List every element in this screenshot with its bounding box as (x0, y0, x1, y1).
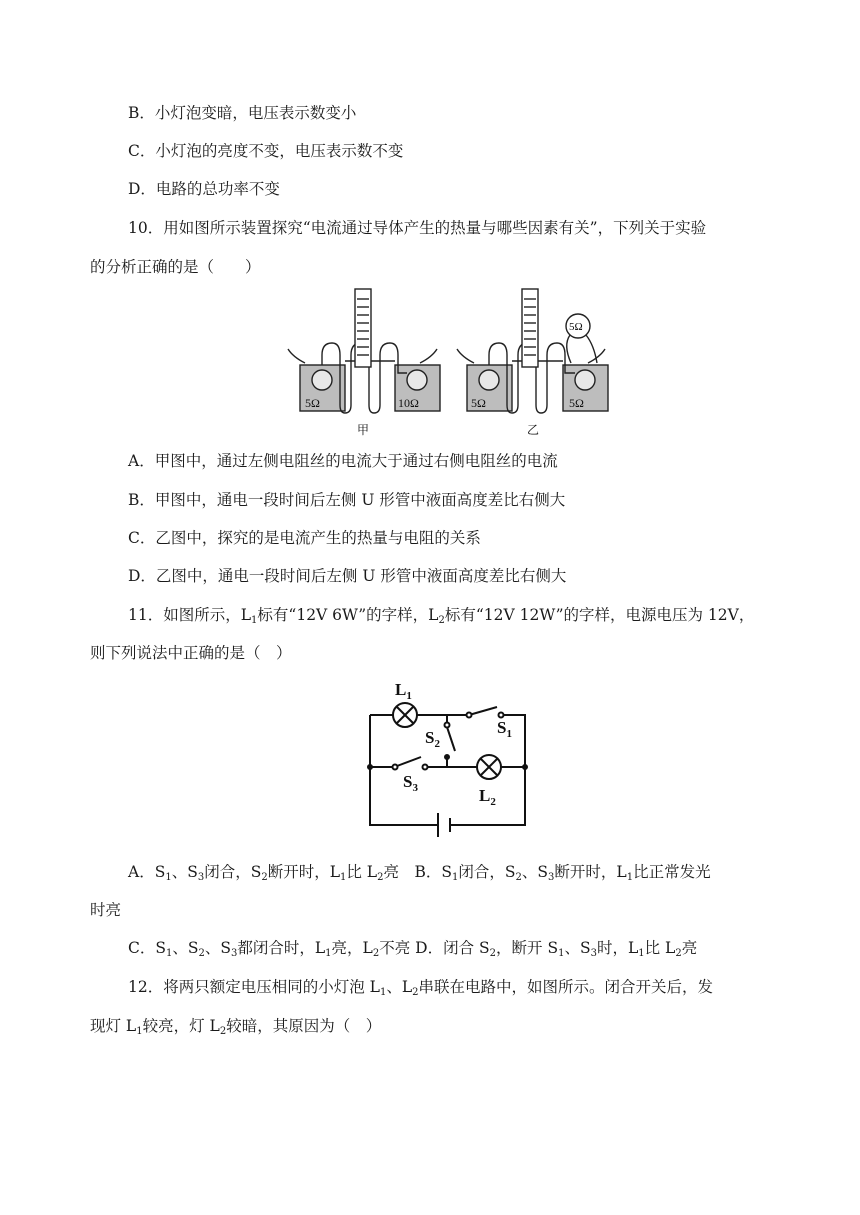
q10-option-a: A．甲图中，通过左侧电阻丝的电流大于通过右侧电阻丝的电流 (128, 452, 558, 470)
circuit-label-s2: $S_2$ (425, 728, 440, 750)
q10-caption-yi: 乙 (527, 423, 540, 437)
q11-stem-line2: 则下列说法中正确的是（ ） (90, 644, 292, 662)
q10-option-c: C．乙图中，探究的是电流产生的热量与电阻的关系 (128, 529, 481, 547)
q10-yi-top-resistor: 5Ω (569, 321, 583, 333)
q9-option-c: C．小灯泡的亮度不变，电压表示数不变 (128, 142, 404, 160)
q10-jia-left-resistor: 5Ω (305, 396, 320, 410)
q10-yi-left-resistor: 5Ω (471, 396, 486, 410)
circuit-label-s1: $S_1$ (497, 718, 512, 740)
q11-option-b-continued: 时亮 (90, 901, 122, 919)
q12-stem-line1: 12．将两只额定电压相同的小灯泡 $L_1$、$L_2$串联在电路中，如图所示。闭合开关后，发 (128, 978, 714, 998)
q10-caption-jia: 甲 (357, 423, 370, 437)
q10-option-b: B．甲图中，通电一段时间后左侧 U 形管中液面高度差比右侧大 (128, 491, 566, 509)
q10-option-d: D．乙图中，通电一段时间后左侧 U 形管中液面高度差比右侧大 (128, 567, 567, 585)
q10-jia-right-resistor: 10Ω (398, 396, 419, 410)
q11-stem-line1: 11．如图所示，$L_1$标有“12V 6W”的字样，$L_2$标有“12V 12W”的字样，电源电压为 12V， (128, 606, 755, 626)
circuit-label-l1: $L_1$ (395, 680, 412, 702)
q10-stem-line2: 的分析正确的是（ ） (90, 258, 261, 276)
q9-option-b: B．小灯泡变暗，电压表示数变小 (128, 104, 357, 122)
q11-circuit-figure (355, 675, 535, 845)
q12-stem-line2: 现灯 $L_1$较亮，灯 $L_2$较暗，其原因为（ ） (90, 1017, 382, 1037)
circuit-label-s3: $S_3$ (403, 772, 418, 794)
q11-option-cd: C．$S_1$、$S_2$、$S_3$都闭合时，$L_1$亮，$L_2$不亮 D．闭合 $S_2$，断开 $S_1$、$S_3$时，$L_1$比 $L_2$亮 (128, 939, 698, 959)
circuit-label-l2: $L_2$ (479, 786, 496, 808)
q9-option-d: D．电路的总功率不变 (128, 180, 280, 198)
q10-yi-right-resistor: 5Ω (569, 396, 584, 410)
q10-stem-line1: 10．用如图所示装置探究“电流通过导体产生的热量与哪些因素有关”，下列关于实验 (128, 219, 707, 237)
q10-figure (285, 285, 615, 440)
q11-option-ab: A．$S_1$、$S_3$闭合，$S_2$断开时，$L_1$比 $L_2$亮 B．$S_1$闭合，$S_2$、$S_3$断开时，$L_1$比正常发光 (128, 863, 711, 883)
